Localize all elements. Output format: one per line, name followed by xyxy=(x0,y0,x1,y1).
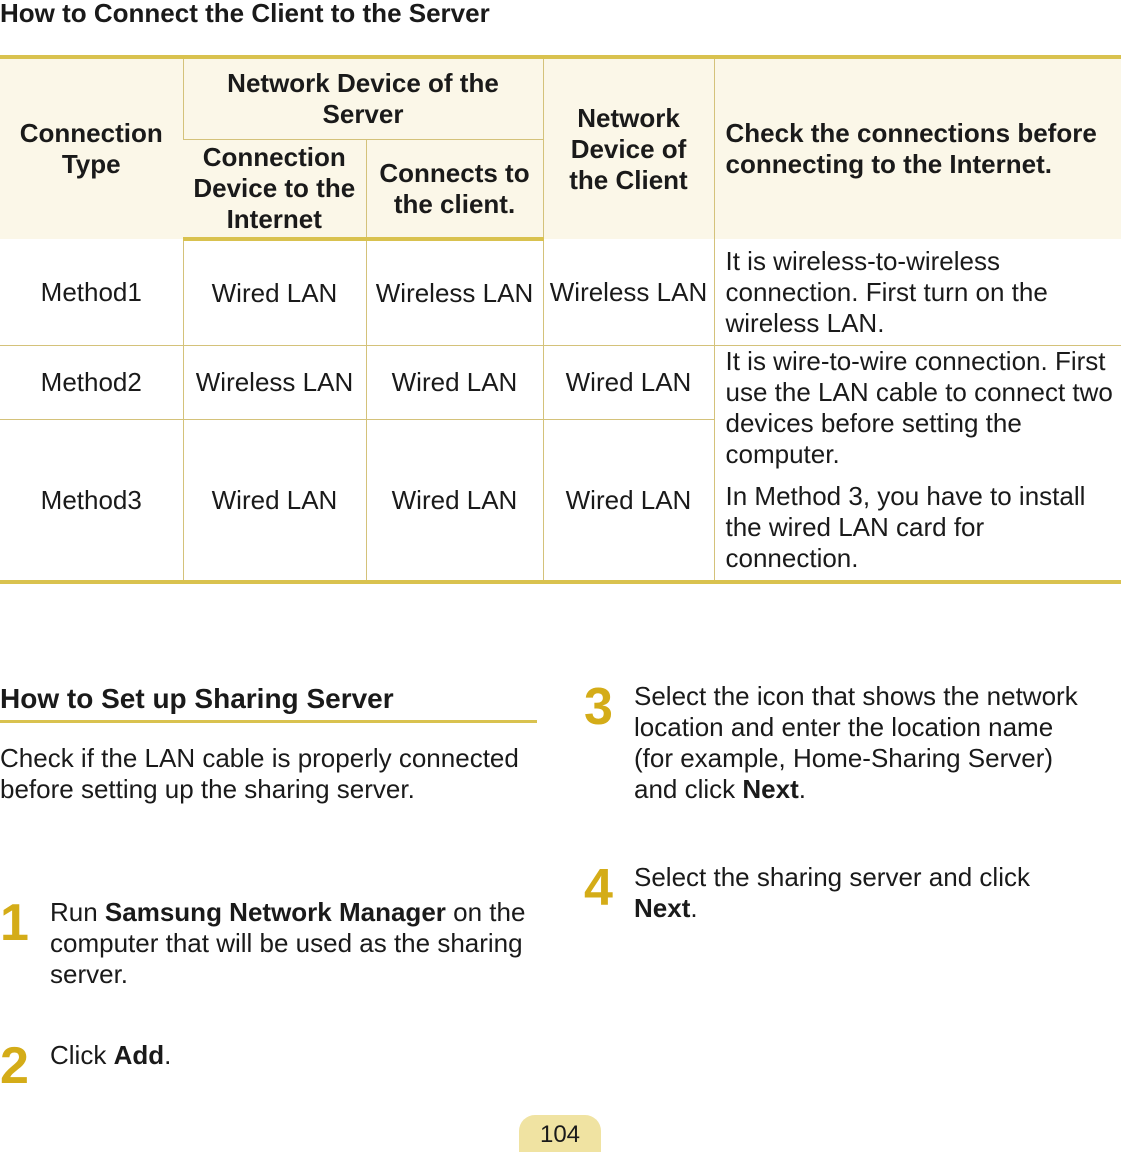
connection-table xyxy=(0,55,1121,584)
step-text: Select the sharing server and click Next. xyxy=(634,862,1030,923)
cell-type: Method2 xyxy=(0,346,183,420)
step-number: 1 xyxy=(0,894,29,952)
step-number: 4 xyxy=(584,859,613,917)
header-server-device: Network Device of the Server xyxy=(183,57,543,140)
header-to-client: Connects to the client. xyxy=(366,140,543,240)
page-title: How to Connect the Client to the Server xyxy=(0,0,490,28)
cell-note-wireless: It is wireless-to-wireless connection. First turn on the wireless LAN. xyxy=(714,239,1121,346)
page-number: 104 xyxy=(519,1115,601,1152)
cell-to-internet: Wireless LAN xyxy=(183,346,366,420)
header-connection-type: Connection Type xyxy=(0,57,183,239)
step-number: 3 xyxy=(584,678,613,736)
note-wired-text: It is wire-to-wire connection. First use the LAN cable to connect two devices before setting the computer. xyxy=(725,346,1113,469)
table-row xyxy=(0,346,1121,420)
cell-to-client: Wired LAN xyxy=(366,346,543,420)
header-to-internet: Connection Device to the Internet xyxy=(183,140,366,240)
step-text: Run Samsung Network Manager on the computer that will be used as the sharing server. xyxy=(50,897,526,989)
cell-to-client: Wired LAN xyxy=(366,420,543,583)
cell-client: Wired LAN xyxy=(543,346,714,420)
cell-note-wired xyxy=(714,346,1121,583)
cell-to-internet: Wired LAN xyxy=(183,239,366,346)
cell-to-client: Wireless LAN xyxy=(366,239,543,346)
step-number: 2 xyxy=(0,1037,29,1095)
cell-to-internet: Wired LAN xyxy=(183,420,366,583)
step-text: Select the icon that shows the network location and enter the location name (for example, Home-Sharing Server) and click Next. xyxy=(634,681,1078,804)
section-title: How to Set up Sharing Server xyxy=(0,683,537,723)
cell-type: Method1 xyxy=(0,239,183,346)
table-row xyxy=(0,239,1121,346)
cell-client: Wired LAN xyxy=(543,420,714,583)
cell-type: Method3 xyxy=(0,420,183,583)
step-text: Click Add. xyxy=(50,1040,172,1070)
header-check-connections: Check the connections before connecting to the Internet. xyxy=(714,57,1121,239)
header-client-device: Network Device of the Client xyxy=(543,57,714,239)
section-intro: Check if the LAN cable is properly connected before setting up the sharing server. xyxy=(0,743,519,804)
note-method3-text: In Method 3, you have to install the wired LAN card for connection. xyxy=(725,481,1086,573)
cell-client: Wireless LAN xyxy=(543,239,714,346)
